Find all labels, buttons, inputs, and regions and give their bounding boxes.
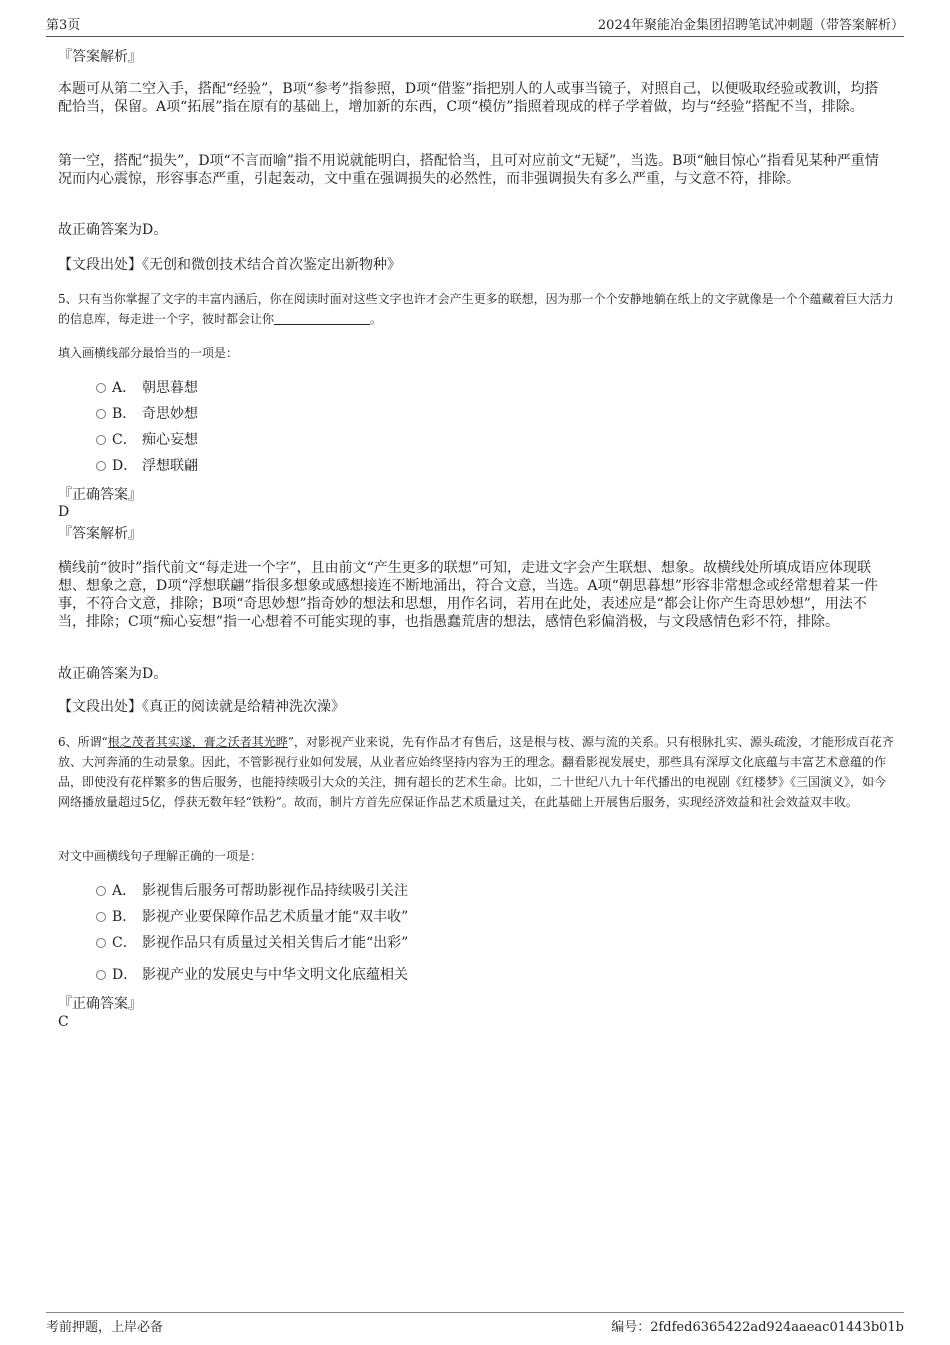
- option-text: 影视产业要保障作品艺术质量才能“双丰收”: [142, 909, 409, 925]
- q6-prompt: 对文中画横线句子理解正确的一项是：: [58, 849, 263, 863]
- q4-analysis-p1: 本题可从第二空入手，搭配“经验”，B项“参考”指参照，D项“借鉴”指把别人的人或事当镜子，对照自己，以便吸取经验或教训，均搭配恰当，保留。A项“拓展”指在原有的基础上，增加新的东西，C项“模仿”指照着现成的样子学着做，均与“经验”搭配不当，排除。: [58, 81, 879, 115]
- option-key: D．: [112, 458, 138, 474]
- option-key: C．: [112, 935, 137, 951]
- option-text: 影视产业的发展史与中华文明文化底蕴相关: [142, 967, 408, 983]
- option-text: 影视售后服务可帮助影视作品持续吸引关注: [142, 883, 408, 899]
- q6-answer-label: 『正确答案』: [58, 996, 142, 1012]
- q4-analysis-label: 『答案解析』: [58, 49, 142, 65]
- q5-text-after: 。: [370, 312, 383, 326]
- q6-answer: C: [58, 1014, 69, 1030]
- q5-blank: [274, 312, 370, 325]
- option-text: 朝思暮想: [142, 380, 198, 396]
- page-header: [46, 14, 904, 37]
- q4-source: 【文段出处】《无创和微创技术结合首次鉴定出新物种》: [58, 257, 401, 273]
- radio-icon[interactable]: [96, 461, 106, 471]
- option-key: C．: [112, 432, 137, 448]
- radio-icon[interactable]: [96, 912, 106, 922]
- option-text: 奇思妙想: [142, 406, 198, 422]
- document-title: 2024年聚能冶金集团招聘笔试冲刺题（带答案解析）: [597, 18, 904, 33]
- option-key: A．: [112, 380, 137, 396]
- q6-option-d[interactable]: [96, 965, 408, 985]
- radio-icon[interactable]: [96, 409, 106, 419]
- option-text: 痴心妄想: [142, 432, 198, 448]
- q5-option-d[interactable]: [96, 456, 198, 476]
- option-key: B．: [112, 909, 137, 925]
- q5-analysis: 横线前“彼时”指代前文“每走进一个字”，且由前文“产生更多的联想”可知，走进文字会产生联想、想象。故横线处所填成语应体现联想、想象之意，D项“浮想联翩”指很多想象或感想接连不断地涌出，符合文意，当选。A项“朝思暮想”形容非常想念或经常想着某一件事，不符合文意，排除；B项“奇思妙想”指奇妙的想法和思想，用作名词，若用在此处，表述应是“都会让你产生奇思妙想”，用法不当，排除；C项“痴心妄想”指一心想着不可能实现的事，也指愚蠢荒唐的想法，感情色彩偏消极，与文段感情色彩不符，排除。: [58, 560, 878, 630]
- q5-option-c[interactable]: [96, 430, 198, 450]
- q5-option-b[interactable]: [96, 404, 198, 424]
- radio-icon[interactable]: [96, 970, 106, 980]
- q5-text-before: 5、只有当你掌握了文字的丰富内涵后，你在阅读时面对这些文字也许才会产生更多的联想，因为那一个个安静地躺在纸上的文字就像是一个个蕴藏着巨大活力的信息库，每走进一个字，彼时都会让你: [58, 292, 894, 326]
- q6-text-after: ”，对影视产业来说，先有作品才有售后，这是根与枝、源与流的关系。只有根脉扎实、源头疏浚，才能形成百花齐放、大河奔涌的生动景象。因此，不管影视行业如何发展，从业者应始终坚持内容为王的理念。翻看影视发展史，那些具有深厚文化底蕴与丰富艺术意蕴的作品，即使没有花样繁多的售后服务，也能持续吸引大众的关注，拥有超长的艺术生命。比如，二十世纪八九十年代播出的电视剧《红楼梦》《三国演义》，如今网络播放量超过5亿，俘获无数年轻“铁粉”。故而，制片方首先应保证作品艺术质量过关，在此基础上开展售后服务，实现经济效益和社会效益双丰收。: [58, 735, 894, 809]
- page-footer: [46, 1312, 904, 1337]
- q5-answer-label: 『正确答案』: [58, 487, 142, 503]
- q5-source: 【文段出处】《真正的阅读就是给精神洗次澡》: [58, 699, 345, 715]
- q5-prompt: 填入画横线部分最恰当的一项是：: [58, 346, 239, 360]
- q5-analysis-label: 『答案解析』: [58, 526, 142, 542]
- q6-option-a[interactable]: [96, 881, 408, 901]
- q5-option-a[interactable]: [96, 378, 198, 398]
- page-number: 第3页: [46, 18, 81, 33]
- radio-icon[interactable]: [96, 886, 106, 896]
- q4-conclusion: 故正确答案为D。: [58, 222, 168, 238]
- radio-icon[interactable]: [96, 383, 106, 393]
- q6-option-b[interactable]: [96, 907, 408, 927]
- option-key: A．: [112, 883, 137, 899]
- option-key: D．: [112, 967, 138, 983]
- option-text: 浮想联翩: [142, 458, 198, 474]
- q5-question: [58, 289, 894, 329]
- option-key: B．: [112, 406, 137, 422]
- q5-answer: D: [58, 504, 70, 520]
- footer-slogan: 考前押题，上岸必备: [46, 1320, 164, 1335]
- q5-conclusion: 故正确答案为D。: [58, 666, 168, 682]
- q6-question: [58, 732, 894, 812]
- option-text: 影视作品只有质量过关相关售后才能“出彩”: [142, 935, 409, 951]
- radio-icon[interactable]: [96, 435, 106, 445]
- q6-text-before: 6、所谓“: [58, 735, 108, 749]
- radio-icon[interactable]: [96, 938, 106, 948]
- q6-option-c[interactable]: [96, 933, 408, 953]
- q4-analysis-p2: 第一空，搭配“损失”，D项“不言而喻”指不用说就能明白，搭配恰当，且可对应前文“无疑”，当选。B项“触目惊心”指看见某种严重情况而内心震惊，形容事态严重，引起轰动，文中重在强调损失的必然性，而非强调损失有多么严重，与文意不符，排除。: [58, 153, 879, 187]
- document-id: 编号：2fdfed6365422ad924aaeac01443b01b: [611, 1320, 904, 1335]
- q6-underlined-sentence: 根之茂者其实遂，膏之沃者其光晔: [107, 735, 288, 749]
